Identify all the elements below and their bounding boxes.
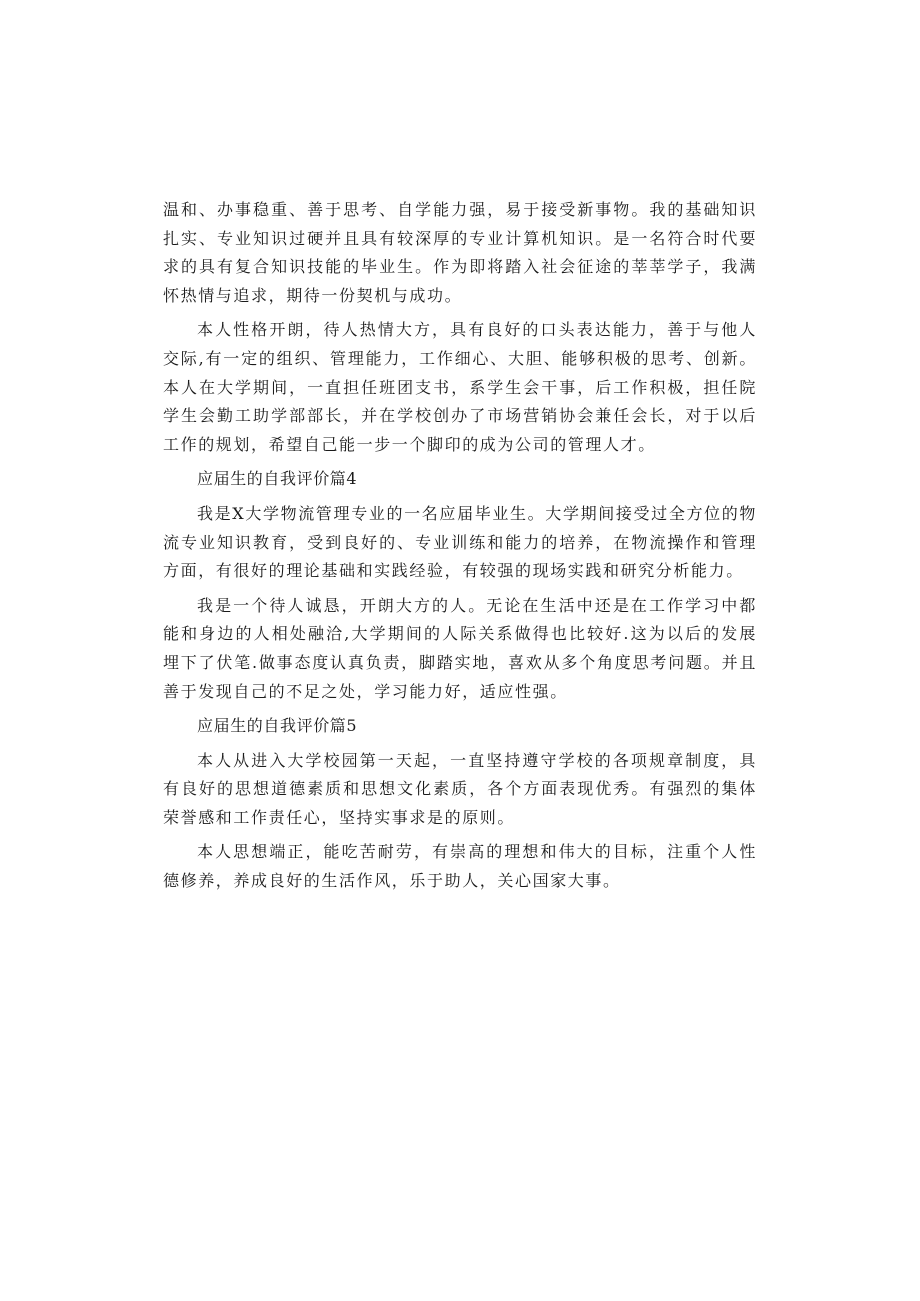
section-heading-4: 应届生的自我评价篇4 bbox=[197, 469, 358, 489]
paragraph-2: 本人性格开朗，待人热情大方，具有良好的口头表达能力，善于与他人交际,有一定的组织、管理能力，工作细心、大胆、能够积极的思考、创新。本人在大学期间，一直担任班团支书，系学生会干事，后工作积极，担任院学生会勤工助学部部长，并在学校创办了市场营销协会兼任会长，对于以后工作的规划，希望自己能一步一个脚印的成为公司的管理人才。 bbox=[163, 320, 757, 454]
paragraph-3: 我是X大学物流管理专业的一名应届毕业生。大学期间接受过全方位的物流专业知识教育，受到良好的、专业训练和能力的培养，在物流操作和管理方面，有很好的理论基础和实践经验，有较强的现场实践和研究分析能力。 bbox=[163, 503, 757, 581]
document-body bbox=[163, 196, 757, 902]
paragraph-5: 本人从进入大学校园第一天起，一直坚持遵守学校的各项规章制度，具有良好的思想道德素质和思想文化素质，各个方面表现优秀。有强烈的集体荣誉感和工作责任心，坚持实事求是的原则。 bbox=[163, 750, 757, 827]
paragraph-6: 本人思想端正，能吃苦耐劳，有崇高的理想和伟大的目标，注重个人性德修养，养成良好的生活作风，乐于助人，关心国家大事。 bbox=[163, 842, 757, 891]
paragraph-4: 我是一个待人诚恳，开朗大方的人。无论在生活中还是在工作学习中都能和身边的人相处融洽,大学期间的人际关系做得也比较好.这为以后的发展埋下了伏笔.做事态度认真负责，脚踏实地，喜欢从多个角度思考问题。并且善于发现自己的不足之处，学习能力好，适应性强。 bbox=[163, 595, 757, 701]
section-heading-5: 应届生的自我评价篇5 bbox=[197, 716, 358, 736]
paragraph-1: 温和、办事稳重、善于思考、自学能力强，易于接受新事物。我的基础知识扎实、专业知识过硬并且具有较深厚的专业计算机知识。是一名符合时代要求的具有复合知识技能的毕业生。作为即将踏入社会征途的莘莘学子，我满怀热情与追求，期待一份契机与成功。 bbox=[163, 200, 757, 305]
